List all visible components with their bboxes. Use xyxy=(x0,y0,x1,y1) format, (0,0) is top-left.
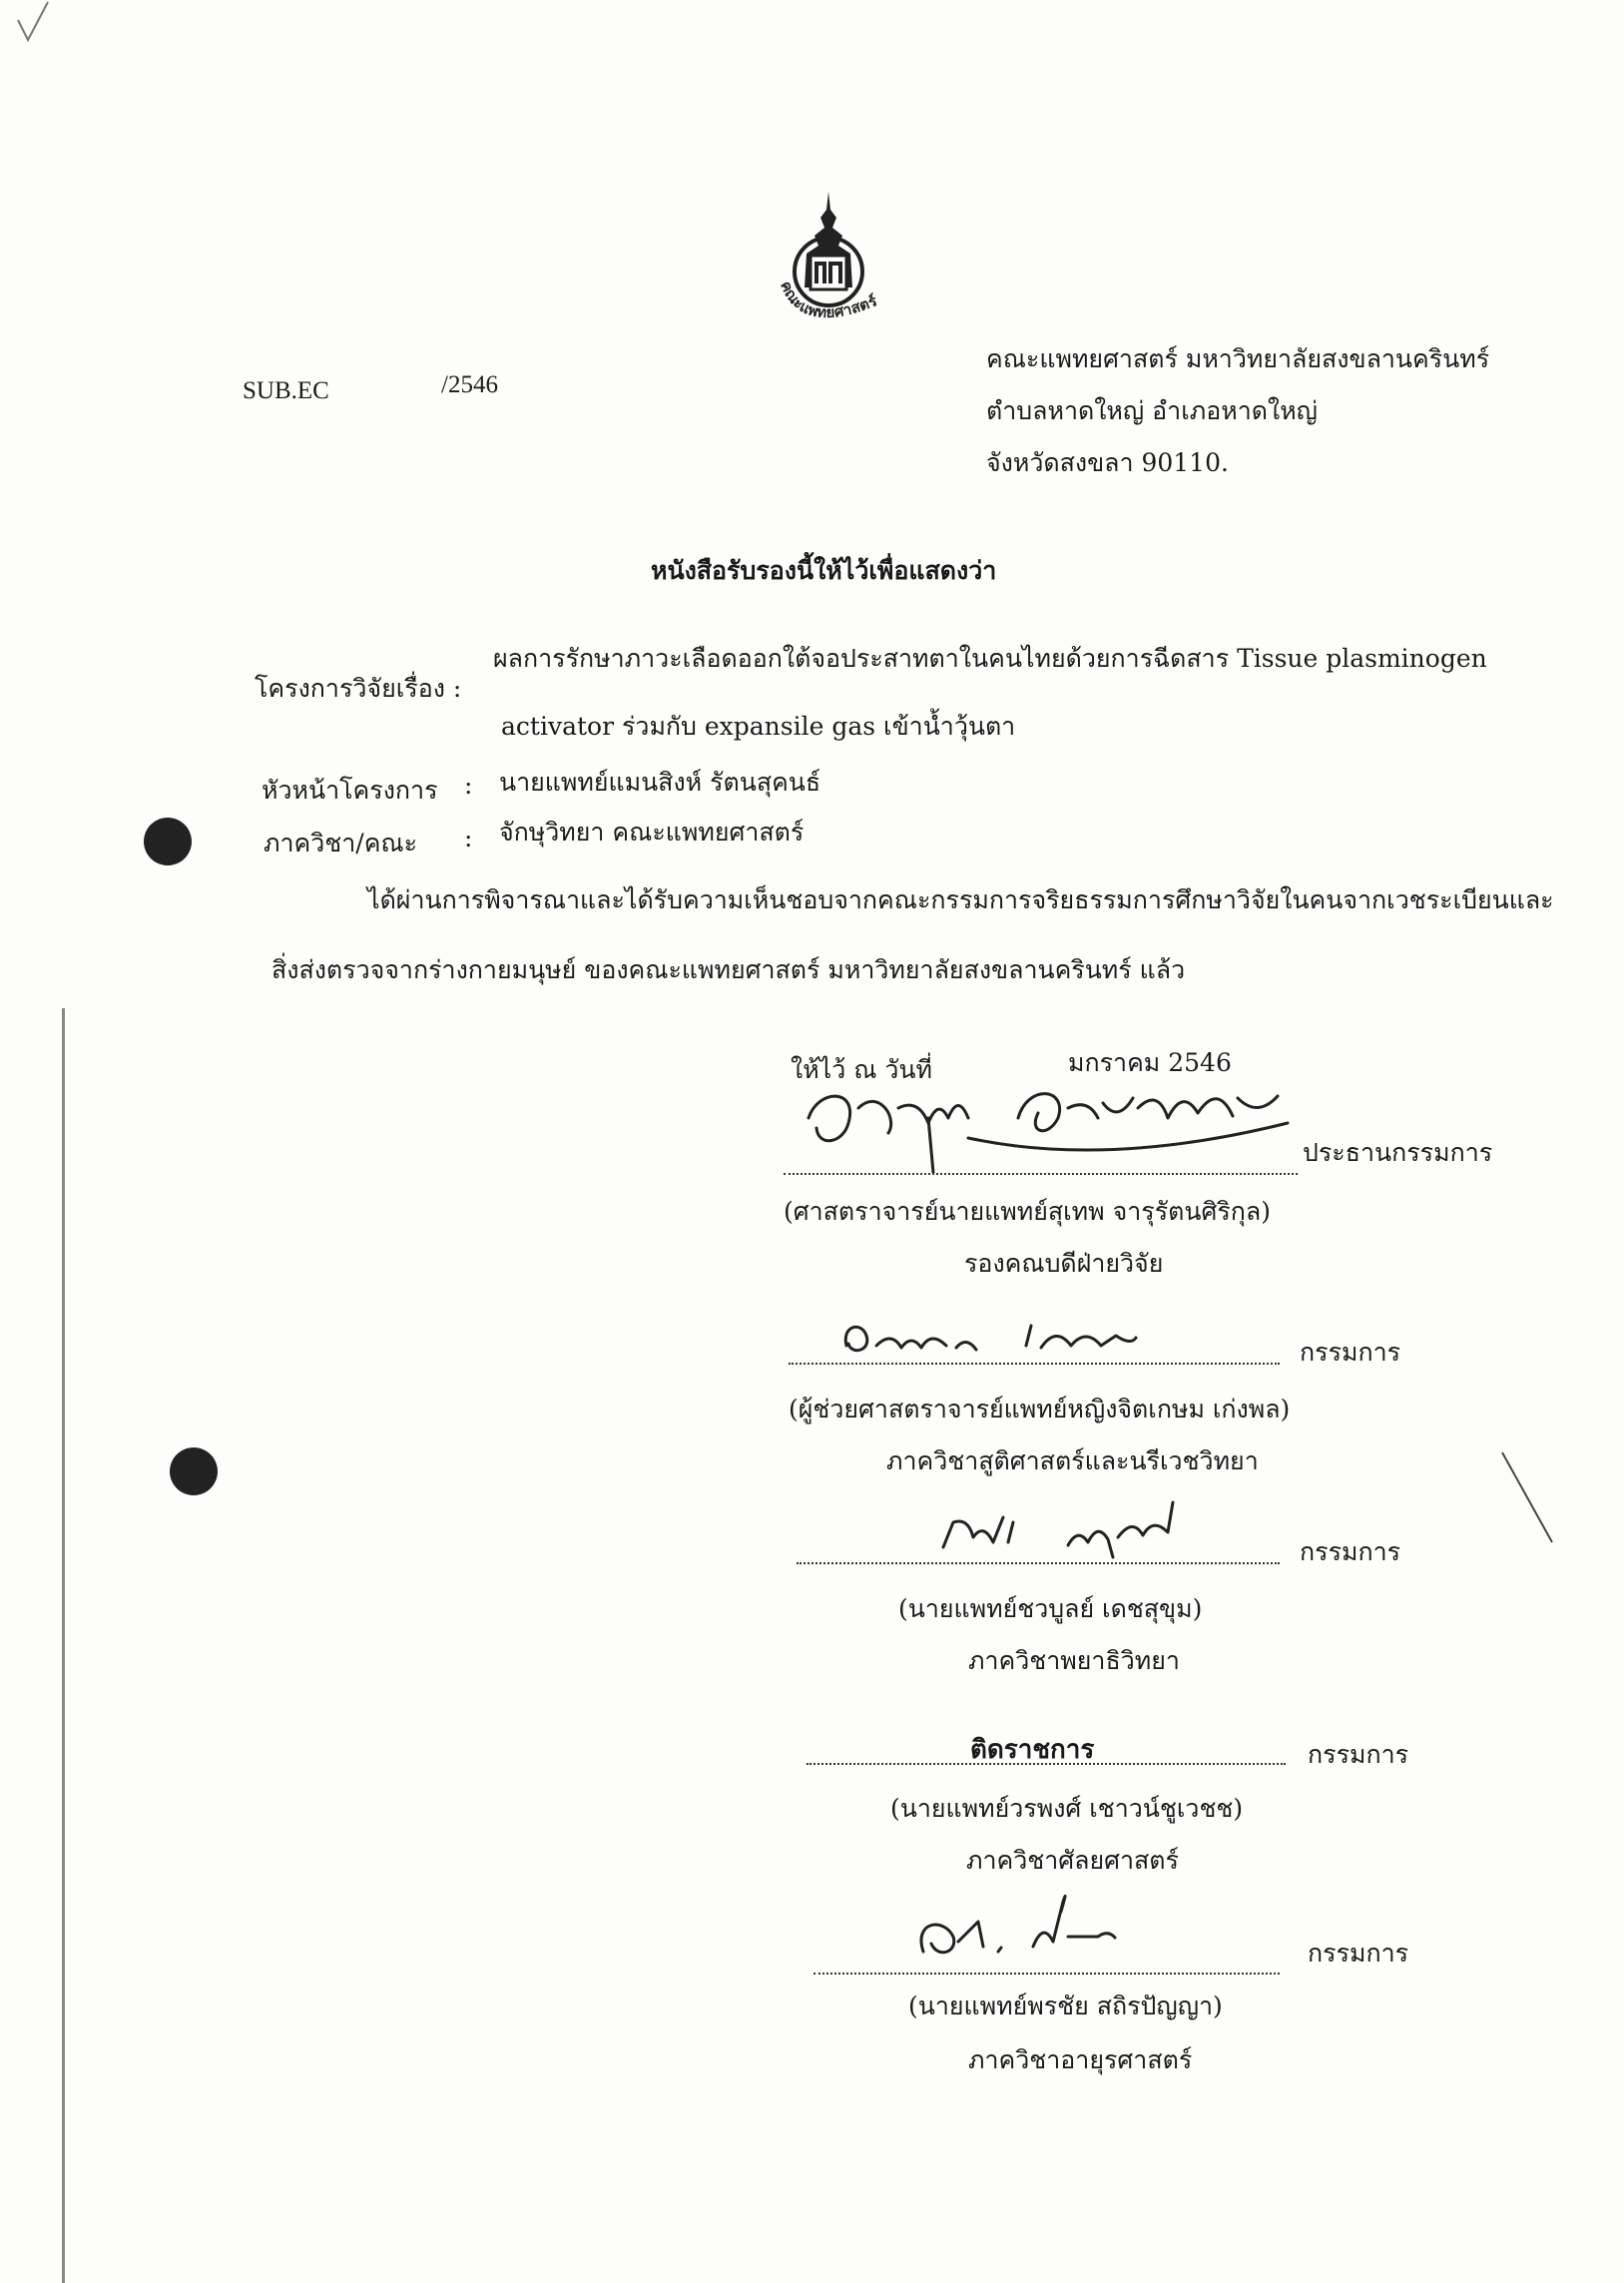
scan-edge-line xyxy=(62,1008,65,2283)
document-title: หนังสือรับรองนี้ให้ไว้เพื่อแสดงว่า xyxy=(651,556,997,585)
signature-line-3 xyxy=(797,1562,1280,1564)
project-title-line-2: activator ร่วมกับ expansile gas เข้าน้ำวุ้นตา xyxy=(501,712,1016,741)
punch-hole-top xyxy=(144,818,192,865)
head-colon: : xyxy=(464,771,473,800)
body-line-2: สิ่งส่งตรวจจากร่างกายมนุษย์ ของคณะแพทยศาสตร์ มหาวิทยาลัยสงขลานครินทร์ แล้ว xyxy=(271,955,1186,984)
signature-line-4 xyxy=(807,1763,1286,1765)
signature-committee-5 xyxy=(903,1882,1143,1972)
signatory-3-role: กรรมการ xyxy=(1300,1537,1401,1566)
signatory-2-role: กรรมการ xyxy=(1300,1338,1401,1367)
signatory-1-role: ประธานกรรมการ xyxy=(1303,1138,1493,1167)
department-label: ภาควิชา/คณะ xyxy=(264,829,418,857)
department-value: จักษุวิทยา คณะแพทยศาสตร์ xyxy=(499,818,805,847)
signatory-3-name: (นายแพทย์ชวบูลย์ เดชสุขุม) xyxy=(898,1594,1203,1623)
signatory-1-name: (ศาสตราจารย์นายแพทย์สุเทพ จารุรัตนศิริกุล) xyxy=(784,1197,1271,1226)
address-line-2: ตำบลหาดใหญ่ อำเภอหาดใหญ่ xyxy=(986,396,1318,425)
doc-number-suffix: /2546 xyxy=(441,371,498,398)
signature-chairman xyxy=(789,1078,1328,1173)
check-mark-icon xyxy=(14,0,54,50)
signature-line-1 xyxy=(784,1173,1298,1175)
head-value: นายแพทย์แมนสิงห์ รัตนสุคนธ์ xyxy=(499,768,821,797)
signature-committee-3 xyxy=(928,1497,1188,1567)
signatory-2-name: (ผู้ช่วยศาสตราจารย์แพทย์หญิงจิตเกษม เก่งพล) xyxy=(789,1395,1291,1424)
signatory-4-position: ภาควิชาศัลยศาสตร์ xyxy=(966,1846,1179,1875)
punch-hole-bottom xyxy=(170,1447,218,1495)
head-label: หัวหน้าโครงการ xyxy=(262,776,438,805)
project-title-line-1: ผลการรักษาภาวะเลือดออกใต้จอประสาทตาในคนไทยด้วยการฉีดสาร Tissue plasminogen xyxy=(493,644,1487,673)
signatory-3-position: ภาควิชาพยาธิวิทยา xyxy=(968,1646,1180,1675)
date-label: ให้ไว้ ณ วันที่ xyxy=(791,1055,932,1084)
body-line-1: ได้ผ่านการพิจารณาและได้รับความเห็นชอบจากคณะกรรมการจริยธรรมการศึกษาวิจัยในคนจากเวชระเบียนและ xyxy=(367,885,1554,914)
date-value: มกราคม 2546 xyxy=(1068,1048,1232,1077)
address-line-1: คณะแพทยศาสตร์ มหาวิทยาลัยสงขลานครินทร์ xyxy=(986,344,1490,373)
signatory-1-position: รองคณบดีฝ่ายวิจัย xyxy=(964,1249,1164,1278)
doc-number-prefix: SUB.EC xyxy=(243,377,329,404)
address-line-3: จังหวัดสงขลา 90110. xyxy=(986,448,1229,477)
pen-stroke-mark xyxy=(1497,1447,1557,1547)
signature-committee-2 xyxy=(836,1316,1156,1366)
signatory-5-role: กรรมการ xyxy=(1308,1939,1409,1968)
signatory-4-stamp: ติดราชการ xyxy=(970,1735,1095,1765)
department-colon: : xyxy=(464,824,473,853)
project-label: โครงการวิจัยเรื่อง : xyxy=(255,674,462,703)
signature-line-2 xyxy=(789,1363,1280,1365)
signature-line-5 xyxy=(813,1973,1280,1975)
seal-text: คณะแพทยศาสตร์ xyxy=(777,278,880,322)
signatory-2-position: ภาควิชาสูติศาสตร์และนรีเวชวิทยา xyxy=(886,1446,1259,1475)
signatory-4-role: กรรมการ xyxy=(1308,1740,1409,1769)
signatory-4-name: (นายแพทย์วรพงศ์ เชาวน์ชูเวชช) xyxy=(890,1794,1244,1823)
faculty-seal-icon xyxy=(759,188,898,347)
signatory-5-position: ภาควิชาอายุรศาสตร์ xyxy=(968,2045,1193,2074)
signatory-5-name: (นายแพทย์พรชัย สถิรปัญญา) xyxy=(908,1992,1223,2020)
